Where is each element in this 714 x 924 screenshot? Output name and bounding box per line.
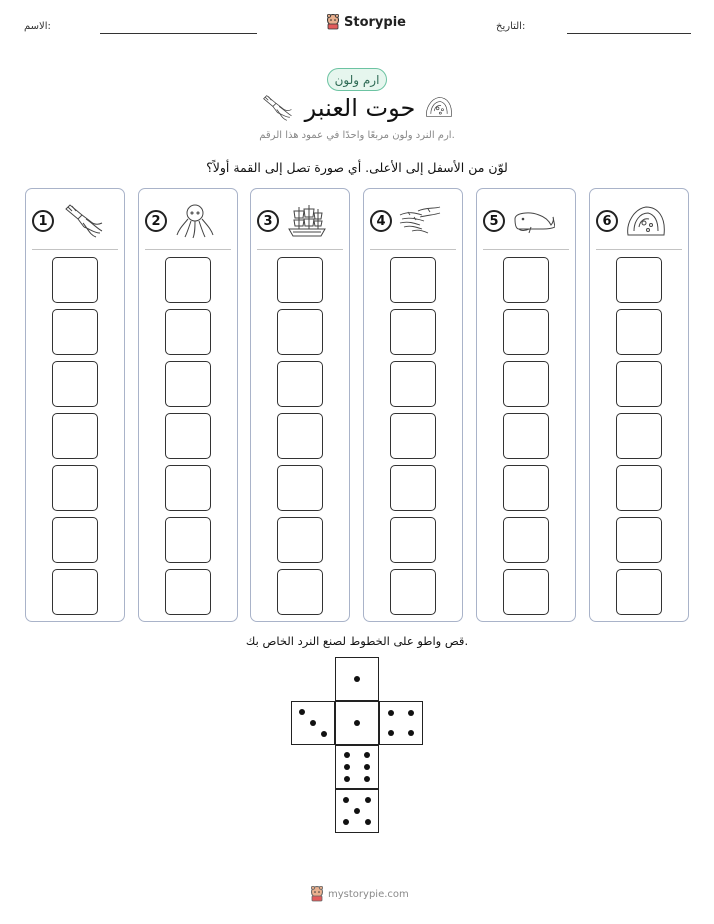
question-text: لوّن من الأسفل إلى الأعلى. أي صورة تصل إلى القمة أولاً؟: [206, 160, 508, 175]
color-cell[interactable]: [165, 413, 211, 459]
color-cell[interactable]: [277, 413, 323, 459]
column-2: [138, 188, 238, 622]
color-cell[interactable]: [277, 517, 323, 563]
name-label: الاسم:: [24, 21, 51, 32]
column-number: 5: [483, 210, 505, 232]
color-cell[interactable]: [390, 309, 436, 355]
ship-icon: [285, 203, 329, 239]
column-divider: [257, 249, 343, 250]
color-cell[interactable]: [616, 569, 662, 615]
krill-swarm-icon: [398, 203, 442, 239]
color-cell[interactable]: [277, 309, 323, 355]
color-cell[interactable]: [52, 309, 98, 355]
color-cell[interactable]: [52, 569, 98, 615]
column-divider: [483, 249, 569, 250]
page-title: حوت العنبر: [304, 94, 416, 122]
color-cell[interactable]: [52, 257, 98, 303]
die-face-bottom[interactable]: [335, 745, 379, 789]
color-cell[interactable]: [390, 361, 436, 407]
color-cell[interactable]: [165, 361, 211, 407]
octopus-icon: [173, 203, 217, 239]
column-divider: [596, 249, 682, 250]
color-cell[interactable]: [390, 569, 436, 615]
color-cell[interactable]: [52, 465, 98, 511]
column-number: 2: [145, 210, 167, 232]
name-line[interactable]: [100, 33, 257, 34]
column-6: [589, 188, 689, 622]
column-divider: [370, 249, 456, 250]
subtitle: ارم النرد ولون مربعًا واحدًا في عمود هذا الرقم.: [259, 130, 455, 141]
column-1: [25, 188, 125, 622]
die-face-top[interactable]: [335, 657, 379, 701]
color-cell[interactable]: [165, 517, 211, 563]
die-face-back[interactable]: [335, 789, 379, 833]
die-face-center[interactable]: [335, 701, 379, 745]
column-number: 1: [32, 210, 54, 232]
color-cell[interactable]: [52, 361, 98, 407]
color-cell[interactable]: [277, 361, 323, 407]
color-cell[interactable]: [52, 517, 98, 563]
color-cell[interactable]: [616, 361, 662, 407]
color-cell[interactable]: [277, 569, 323, 615]
column-4: [363, 188, 463, 622]
ambergris-icon: [424, 93, 454, 121]
date-line[interactable]: [567, 33, 691, 34]
squid-icon: [259, 92, 293, 124]
footer: [310, 886, 409, 902]
brand-logo: [326, 14, 406, 30]
color-cell[interactable]: [277, 257, 323, 303]
color-cell[interactable]: [503, 257, 549, 303]
color-cell[interactable]: [390, 465, 436, 511]
color-cell[interactable]: [503, 465, 549, 511]
color-cell[interactable]: [390, 413, 436, 459]
color-cell[interactable]: [390, 257, 436, 303]
footer-url[interactable]: mystorypie.com: [328, 888, 409, 900]
color-cell[interactable]: [165, 569, 211, 615]
column-3: [250, 188, 350, 622]
color-cell[interactable]: [165, 257, 211, 303]
die-face-left[interactable]: [291, 701, 335, 745]
color-cell[interactable]: [390, 517, 436, 563]
color-cell[interactable]: [277, 465, 323, 511]
color-cell[interactable]: [616, 465, 662, 511]
squid-icon: [60, 203, 104, 239]
sperm-whale-icon: [511, 203, 555, 239]
color-cell[interactable]: [503, 361, 549, 407]
color-cell[interactable]: [165, 465, 211, 511]
color-cell[interactable]: [52, 413, 98, 459]
color-cell[interactable]: [503, 569, 549, 615]
color-cell[interactable]: [503, 517, 549, 563]
storypie-mascot-icon: [310, 886, 324, 902]
brand-name: Storypie: [344, 14, 406, 30]
activity-badge: ارم ولون: [327, 68, 387, 91]
column-divider: [32, 249, 118, 250]
column-5: [476, 188, 576, 622]
die-instructions: قص واطو على الخطوط لصنع النرد الخاص بك.: [245, 634, 469, 648]
column-number: 4: [370, 210, 392, 232]
column-number: 3: [257, 210, 279, 232]
date-label: التاريخ:: [496, 21, 526, 32]
column-divider: [145, 249, 231, 250]
color-cell[interactable]: [616, 257, 662, 303]
storypie-mascot-icon: [326, 14, 340, 30]
color-cell[interactable]: [616, 413, 662, 459]
color-cell[interactable]: [503, 309, 549, 355]
color-cell[interactable]: [616, 309, 662, 355]
color-cell[interactable]: [165, 309, 211, 355]
color-cell[interactable]: [616, 517, 662, 563]
color-cell[interactable]: [503, 413, 549, 459]
die-face-right[interactable]: [379, 701, 423, 745]
ambergris-icon: [624, 203, 668, 239]
column-number: 6: [596, 210, 618, 232]
